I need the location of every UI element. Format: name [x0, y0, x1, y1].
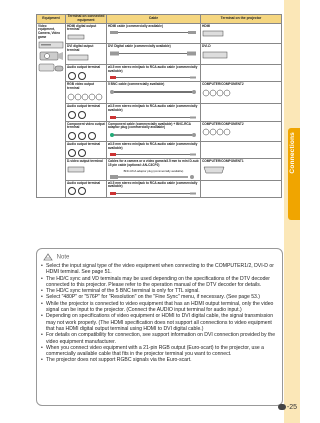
- video-game-icon: [38, 62, 64, 72]
- cable-label: ø3.5 mm stereo minijack to RCA audio cable (commercially available): [108, 104, 198, 112]
- projector-terminal-label: DVI-D: [202, 43, 211, 48]
- component-jack-icon: [68, 132, 76, 140]
- projector-cell: [201, 141, 282, 158]
- note-item: • The projector does not support RGBC signals via the Euro-scart.: [41, 357, 277, 363]
- note-item: • When you connect video equipment with a 21-pin RGB output (Euro-scart) to the projector, use a commercially available cable that fits in the projector terminal you want to connect.: [41, 345, 277, 358]
- table-row: [37, 180, 282, 197]
- component-jack-icon: [78, 132, 86, 140]
- audio-jack-icon: [78, 149, 86, 157]
- audio-jack-icon: [78, 111, 86, 119]
- cable-sub-label: BNC-RCA adaptor plug (commercially available): [123, 168, 184, 173]
- terminal-label: Component video output terminal: [67, 121, 105, 130]
- component-cable-icon: [108, 132, 198, 137]
- table-header-row: [37, 15, 282, 24]
- terminal-cell: [66, 141, 107, 158]
- projector-terminal-label: COMPUTER/COMPONENT1: [202, 159, 244, 164]
- side-strip: [284, 0, 300, 423]
- video-player-icon: [38, 41, 64, 49]
- terminal-label: HDMI digital output terminal: [67, 23, 97, 32]
- component-terminal-icon: [202, 89, 232, 97]
- projector-terminal-label: COMPUTER/COMPONENT2: [202, 82, 244, 87]
- terminal-cell: [66, 121, 107, 141]
- hdmi-terminal-icon: [202, 30, 224, 37]
- dvi-cable-icon: [108, 51, 198, 56]
- table-row: [37, 64, 282, 81]
- note-box: [36, 248, 283, 406]
- projector-cell: [201, 121, 282, 141]
- projector-cell: [201, 43, 282, 64]
- table-row: [37, 121, 282, 141]
- connection-table: [36, 14, 282, 198]
- cable-cell: [107, 159, 201, 181]
- projector-terminal-label: HDMI: [202, 23, 211, 28]
- projector-cell: [201, 159, 282, 181]
- cable-cell: [107, 104, 201, 121]
- terminal-cell: [66, 23, 107, 43]
- dvi-terminal-icon: [202, 51, 228, 59]
- table-row: [37, 104, 282, 121]
- d-sub-terminal-icon: [202, 166, 226, 174]
- terminal-label: RGB video output terminal: [67, 82, 95, 90]
- terminal-cell: [66, 159, 107, 181]
- audio-jack-icon: [68, 149, 76, 157]
- audio-jack-icon: [78, 187, 86, 195]
- page-badge-icon: [278, 404, 286, 410]
- terminal-label: Audio output terminal: [67, 104, 101, 109]
- note-item: • Select "480P" or "576P" for "Resolution" on the "Fine Sync" menu, if necessary. (See page 53.): [41, 294, 277, 300]
- cable-cell: [107, 180, 201, 197]
- projector-cell: [201, 23, 282, 43]
- page-number: [278, 404, 297, 411]
- note-title: Note: [56, 254, 70, 261]
- section-tab-label: Connections: [289, 132, 296, 174]
- equipment-cell: [37, 23, 66, 197]
- cable-cell: [107, 121, 201, 141]
- hdmi-port-icon: [67, 34, 85, 40]
- audio-jack-icon: [68, 111, 76, 119]
- terminal-cell: [66, 104, 107, 121]
- header-projector-terminal: Terminal on the projector: [201, 15, 282, 24]
- projector-cell: [201, 64, 282, 81]
- cable-label: Cables for a camera or a video game/ø3.5 mm to mini D-sub 15 pin cable (optional: AN-C3CP2): [108, 159, 199, 167]
- cable-cell: [107, 64, 201, 81]
- terminal-label: Audio output terminal: [67, 141, 101, 146]
- bnc-cable-icon: [108, 89, 198, 94]
- cable-label: Component cable (commercially available) + BNC-RCA adaptor plug (commercially available): [108, 121, 191, 130]
- note-item: • Select the input signal type of the video equipment when connecting to the COMPUTER1/2, DVI-D or HDMI terminal. See page 51.: [41, 263, 277, 276]
- audio-cable-icon: [108, 115, 198, 120]
- page-number-text: -25: [286, 404, 297, 411]
- d-video-port-icon: [67, 166, 85, 173]
- note-list: [41, 263, 277, 364]
- camera-icon: [38, 50, 64, 61]
- note-header: [43, 253, 69, 261]
- d-video-cable-icon: [108, 174, 198, 179]
- note-item: • The HD/C sync terminal of the 5 BNC terminal is only for TTL signal.: [41, 288, 277, 294]
- audio-jack-icon: [68, 72, 76, 80]
- projector-cell: [201, 104, 282, 121]
- cable-cell: [107, 141, 201, 158]
- terminal-cell: [66, 82, 107, 104]
- cable-label: 5 BNC cable (commercially available): [108, 82, 165, 87]
- cable-label: DVI Digital cable (commercially available): [108, 43, 171, 48]
- terminal-cell: [66, 43, 107, 64]
- table-row: [37, 23, 282, 43]
- equipment-label: Video equipment, Camera, Video game: [38, 23, 61, 39]
- terminal-label: DVI digital output terminal: [67, 43, 94, 52]
- table-row: [37, 43, 282, 64]
- note-item: • The HD/C sync and VD terminals may be used depending on the specifications of the DTV decoder connected to this projector. Please refer to the operation manual of the DTV decoder for details.: [41, 276, 277, 289]
- hdmi-cable-icon: [108, 30, 198, 35]
- component-jack-icon: [88, 132, 96, 140]
- audio-cable-icon: [108, 152, 198, 157]
- terminal-cell: [66, 64, 107, 81]
- terminal-label: Audio output terminal: [67, 180, 101, 185]
- audio-jack-icon: [68, 187, 76, 195]
- section-tab: [288, 128, 300, 220]
- cable-label: HDMI cable (commercially available): [108, 23, 163, 28]
- terminal-label: Audio output terminal: [67, 64, 101, 69]
- note-item: • While the projector is connected to video equipment that has an HDMI output terminal, only the video signal can be input to the projector. (Connect the AUDIO input terminal for audio input.): [41, 301, 277, 314]
- cable-label: ø3.5 mm stereo minijack to RCA audio cable (commercially available): [108, 64, 198, 73]
- cable-label: ø3.5 mm stereo minijack to RCA audio cable (commercially available): [108, 141, 198, 150]
- terminal-cell: [66, 180, 107, 197]
- audio-jack-icon: [78, 72, 86, 80]
- projector-cell: [201, 82, 282, 104]
- note-icon: [43, 253, 53, 261]
- header-equipment: Equipment: [37, 15, 66, 24]
- terminal-label: D-video output terminal: [67, 159, 103, 164]
- component-terminal-icon: [202, 128, 232, 136]
- header-cable: Cable: [107, 15, 201, 24]
- audio-cable-icon: [108, 75, 198, 80]
- cable-cell: [107, 82, 201, 104]
- note-item: • Depending on specifications of video equipment or HDMI to DVI digital cable, the signal transmission may not work properly. (The HDMI specification does not support all connections to video equipment that has HDMI digital output terminal using HDMI to DVI digital cable.): [41, 313, 277, 332]
- cable-cell: [107, 43, 201, 64]
- header-terminal: Terminal on connected equipment: [66, 15, 107, 24]
- table-row: [37, 82, 282, 104]
- table-row: [37, 159, 282, 181]
- note-item: • For details on compatibility for connection, see support information on DVI connection provided by the video equipment manufacturer.: [41, 332, 277, 345]
- rgb-port-icon: [67, 93, 103, 101]
- cable-cell: [107, 23, 201, 43]
- projector-cell: [201, 180, 282, 197]
- projector-terminal-label: COMPUTER/COMPONENT2: [202, 121, 244, 126]
- dvi-port-icon: [67, 54, 89, 61]
- table-row: [37, 141, 282, 158]
- cable-label: ø3.5 mm stereo minijack to RCA audio cable (commercially available): [108, 180, 198, 189]
- audio-cable-icon: [108, 191, 198, 196]
